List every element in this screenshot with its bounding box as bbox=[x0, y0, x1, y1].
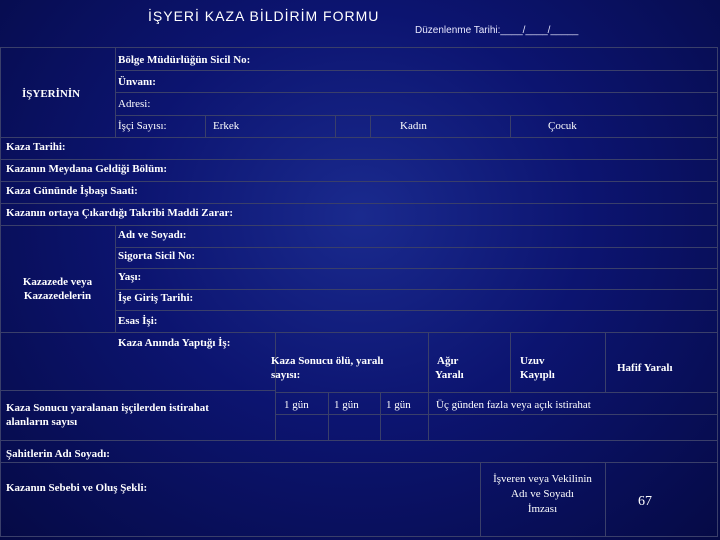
isveren-label-1: İşveren veya Vekilinin bbox=[493, 473, 592, 485]
esas-is-label: Esas İşi: bbox=[118, 315, 158, 327]
gun-1-label: 1 gün bbox=[284, 399, 309, 411]
cocuk-label: Çocuk bbox=[548, 120, 577, 132]
agir-label-1: Ağır bbox=[437, 355, 459, 367]
kadin-label: Kadın bbox=[400, 120, 427, 132]
sebep-label: Kazanın Sebebi ve Oluş Şekli: bbox=[6, 482, 148, 494]
bolum-label: Kazanın Meydana Geldiği Bölüm: bbox=[6, 163, 168, 175]
agir-label-2: Yaralı bbox=[435, 369, 464, 381]
victim-side-label-1: Kazazede veya bbox=[22, 276, 93, 288]
ad-soyad-label: Adı ve Soyadı: bbox=[118, 229, 187, 241]
maddi-zarar-label: Kazanın ortaya Çıkardığı Takribi Maddi Zarar: bbox=[6, 207, 234, 219]
uzuv-label-2: Kayıplı bbox=[520, 369, 555, 381]
uc-gun-label: Üç günden fazla veya açık istirahat bbox=[436, 399, 591, 411]
date-label: Düzenlenme Tarihi:____/____/_____ bbox=[415, 25, 579, 36]
workplace-side-label: İŞYERİNİN bbox=[22, 88, 81, 100]
hafif-yarali-label: Hafif Yaralı bbox=[617, 362, 673, 374]
ise-giris-label: İşe Giriş Tarihi: bbox=[118, 292, 194, 304]
gun-3-label: 1 gün bbox=[386, 399, 411, 411]
sahitler-label: Şahitlerin Adı Soyadı: bbox=[6, 448, 110, 460]
yas-label: Yaşı: bbox=[118, 271, 142, 283]
olu-yarali-label-2: sayısı: bbox=[271, 369, 301, 381]
istirahat-label-2: alanların sayısı bbox=[6, 416, 78, 428]
form-title: İŞYERİ KAZA BİLDİRİM FORMU bbox=[148, 8, 380, 24]
erkek-label: Erkek bbox=[213, 120, 240, 132]
yaptigi-is-label: Kaza Anında Yaptığı İş: bbox=[118, 337, 231, 349]
isveren-label-2: Adı ve Soyadı bbox=[511, 488, 574, 500]
adres-label: Adresi: bbox=[118, 98, 151, 110]
sigorta-label: Sigorta Sicil No: bbox=[118, 250, 195, 262]
uzuv-label-1: Uzuv bbox=[520, 355, 545, 367]
isbasi-saati-label: Kaza Gününde İşbaşı Saati: bbox=[6, 185, 138, 197]
sicil-no-label: Bölge Müdürlüğün Sicil No: bbox=[118, 54, 251, 66]
olu-yarali-label-1: Kaza Sonucu ölü, yaralı bbox=[271, 355, 384, 367]
gun-2-label: 1 gün bbox=[334, 399, 359, 411]
page-number: 67 bbox=[638, 494, 652, 509]
kaza-tarihi-label: Kaza Tarihi: bbox=[6, 141, 66, 153]
isveren-label-3: İmzası bbox=[527, 503, 558, 515]
isci-sayisi-label: İşçi Sayısı: bbox=[118, 120, 167, 132]
istirahat-label-1: Kaza Sonucu yaralanan işçilerden istirahat bbox=[6, 402, 209, 414]
victim-side-label-2: Kazazedelerin bbox=[23, 290, 92, 302]
unvan-label: Ünvanı: bbox=[118, 76, 156, 88]
